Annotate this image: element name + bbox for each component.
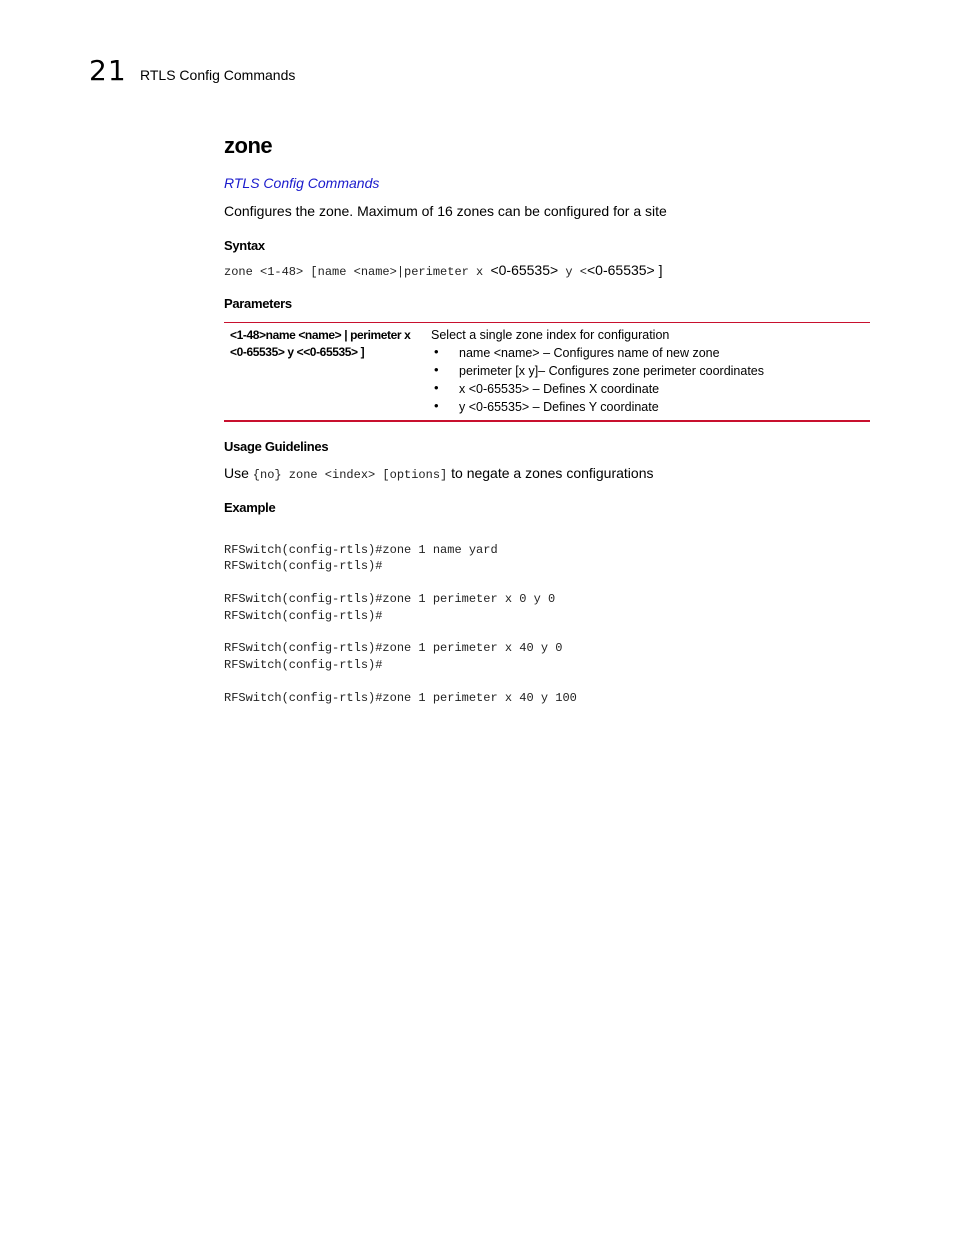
usage-guidelines-label: Usage Guidelines: [224, 439, 329, 454]
chapter-title: RTLS Config Commands: [140, 67, 296, 83]
chapter-number: 21: [89, 54, 127, 87]
usage-suffix: to negate a zones configurations: [447, 465, 654, 481]
syntax-prose-2: <0-65535> ]: [587, 262, 663, 278]
syntax-line: [224, 262, 663, 280]
list-item: [431, 398, 764, 416]
list-item: [431, 344, 764, 362]
list-item-text: x <0-65535> – Defines X coordinate: [459, 382, 660, 396]
list-item-text: y <0-65535> – Defines Y coordinate: [459, 400, 659, 414]
syntax-label: Syntax: [224, 238, 265, 253]
list-item-text: name <name> – Configures name of new zone: [459, 346, 720, 360]
bullet-icon: •: [434, 398, 439, 413]
bullet-icon: •: [434, 344, 439, 359]
syntax-code-1: zone <1-48> [name <name>|perimeter x: [224, 265, 491, 279]
parameter-name: <1-48>name <name> | perimeter x <0-65535> y <<0-65535> ]: [230, 328, 411, 359]
command-description: Configures the zone. Maximum of 16 zones can be configured for a site: [224, 203, 667, 219]
parameter-description: [431, 326, 764, 416]
usage-prefix: Use: [224, 465, 253, 481]
parameter-intro: Select a single zone index for configuration: [431, 328, 670, 342]
bullet-icon: •: [434, 380, 439, 395]
example-code-block: RFSwitch(config-rtls)#zone 1 name yard RFSwitch(config-rtls)# RFSwitch(config-rtls)#zone 1 perimeter x 0 y 0 RFSwitch(config-rtls)# RFSwitch(config-rtls)#zone 1 perimeter x 40 y 0 RFSwitch(config-rtls)# RFSwitch(config-rtls)#zone 1 perimeter x 40 y 100: [224, 543, 577, 705]
command-heading: zone: [224, 133, 273, 158]
parameters-table: [224, 322, 870, 422]
parameter-bullet-list: [431, 344, 764, 416]
example-label: Example: [224, 500, 276, 515]
parent-section-link[interactable]: RTLS Config Commands: [224, 175, 380, 191]
usage-code: {no} zone <index> [options]: [252, 468, 448, 482]
list-item: [431, 362, 764, 380]
parameters-label: Parameters: [224, 296, 292, 311]
usage-guidelines-text: [224, 465, 654, 482]
bullet-icon: •: [434, 362, 439, 377]
syntax-code-2: y <: [558, 265, 587, 279]
list-item: [431, 380, 764, 398]
list-item-text: perimeter [x y]– Configures zone perimeter coordinates: [459, 364, 765, 378]
syntax-prose-1: <0-65535>: [490, 262, 559, 278]
